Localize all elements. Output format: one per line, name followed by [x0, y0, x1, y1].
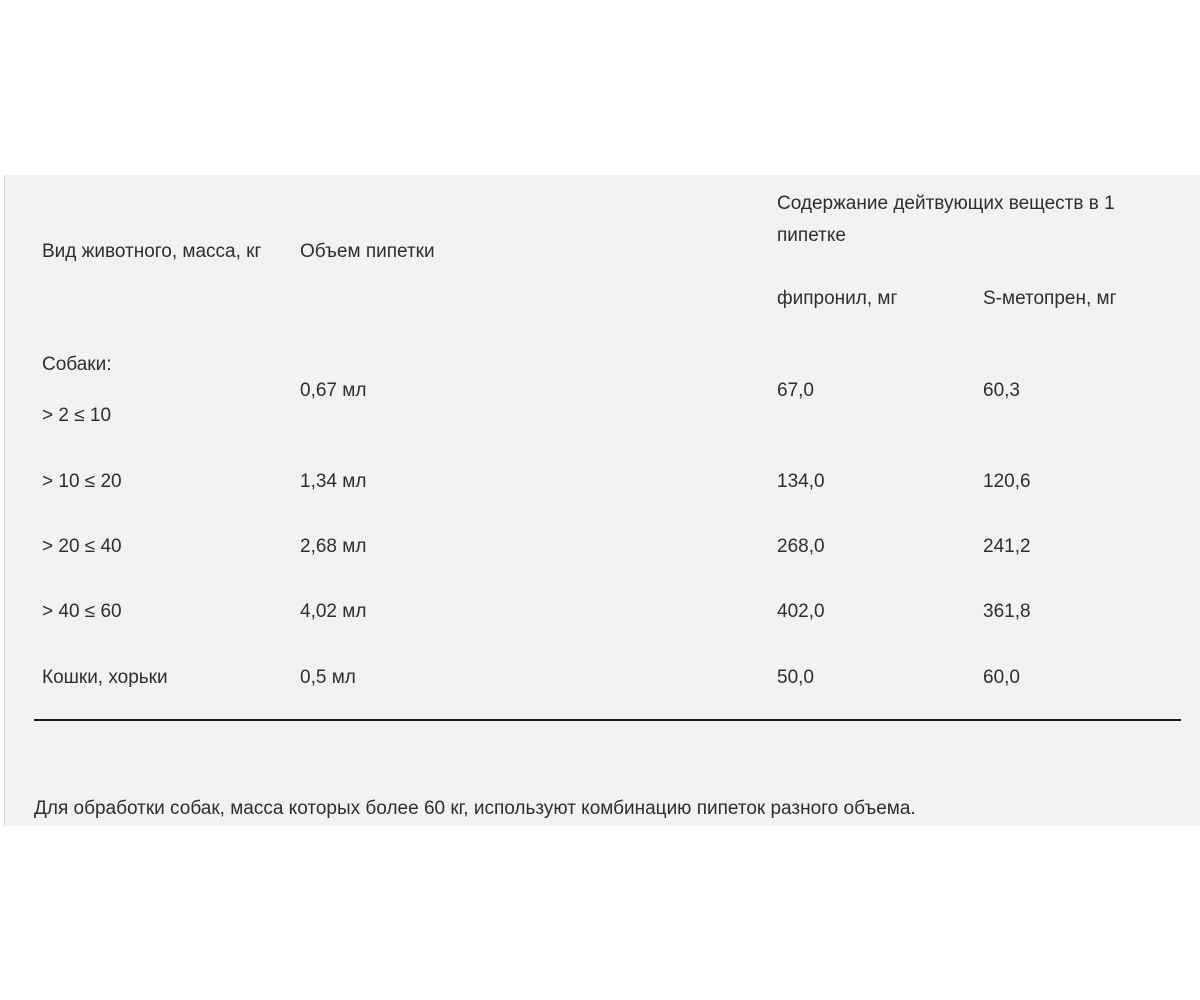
header-fipronil: фипронил, мг — [777, 288, 898, 309]
row-animal: > 20 ≤ 40 — [42, 536, 122, 557]
row-methoprene: 241,2 — [983, 536, 1031, 557]
row-methoprene: 60,0 — [983, 667, 1020, 688]
row-animal-label: Собаки: — [42, 354, 112, 375]
header-animal: Вид животного, масса, кг — [42, 241, 262, 262]
row-animal: Кошки, хорьки — [42, 667, 168, 688]
table-bottom-rule — [34, 719, 1181, 721]
header-content-group: Содержание дейтвующих веществ в 1 пипетке — [777, 193, 1115, 246]
row-methoprene: 361,8 — [983, 601, 1031, 622]
footnote-text: Для обработки собак, масса которых более 60 кг, используют комбинацию пипеток разного объема. — [34, 798, 916, 819]
row-volume: 1,34 мл — [300, 471, 367, 492]
row-fipronil: 67,0 — [777, 380, 814, 401]
row-volume: 4,02 мл — [300, 601, 367, 622]
row-fipronil: 268,0 — [777, 536, 825, 557]
row-fipronil: 50,0 — [777, 667, 814, 688]
row-animal: > 40 ≤ 60 — [42, 601, 122, 622]
row-volume: 2,68 мл — [300, 536, 367, 557]
row-volume: 0,5 мл — [300, 667, 356, 688]
row-fipronil: 134,0 — [777, 471, 825, 492]
row-methoprene: 60,3 — [983, 380, 1020, 401]
header-methoprene: S-метопрен, мг — [983, 288, 1117, 309]
row-fipronil: 402,0 — [777, 601, 825, 622]
row-animal-mass: > 2 ≤ 10 — [42, 405, 112, 426]
content-panel — [4, 175, 1200, 826]
row-methoprene: 120,6 — [983, 471, 1031, 492]
header-volume: Объем пипетки — [300, 241, 435, 262]
row-animal: > 10 ≤ 20 — [42, 471, 122, 492]
row-volume: 0,67 мл — [300, 380, 367, 401]
